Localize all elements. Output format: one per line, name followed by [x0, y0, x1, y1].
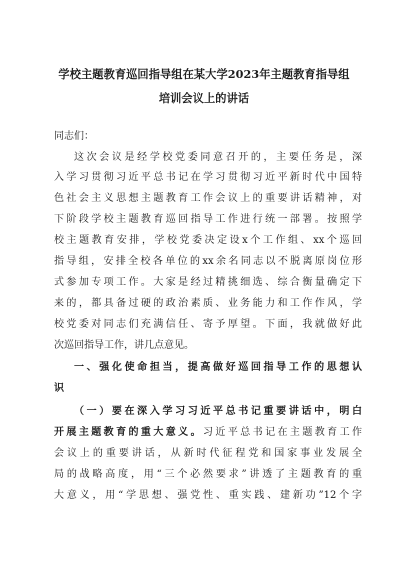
paragraph-1-line: 来的，都具备过硬的政治素质、业务能力和工作作风，学 [54, 298, 362, 309]
paragraph-1-line: 入学习贯彻习近平总书记在学习贯彻习近平新时代中国特 [54, 172, 362, 183]
paragraph-2-line: 会议上的重要讲话，从新时代征程党和国家事业发展全 [54, 448, 362, 459]
paragraph-1-line: 这次会议是经学校党委同意召开的，主要任务是，深 [74, 152, 362, 163]
paragraph-2-line: 大意义，用“学思想、强党性、重实践、建新功”12个字 [54, 490, 362, 501]
salutation: 同志们： [54, 131, 94, 142]
section-heading-1-cont: 识 [54, 383, 64, 394]
paragraph-1-line: 色社会主义思想主题教育工作会议上的重要讲话精神，对 [54, 193, 362, 204]
section-heading-1: 一、强化使命担当，提高做好巡回指导工作的思想认 [74, 362, 362, 373]
document-title-line-2: 培训会议上的讲话 [158, 91, 250, 105]
paragraph-1-line: 次巡回指导工作，讲几点意见。 [54, 340, 194, 351]
paragraph-1-line: 校主题教育安排，学校党委决定设x个工作组、xx个巡回 [54, 235, 362, 246]
paragraph-2-line: 局的战略高度，用“三个必然要求”讲透了主题教育的重 [54, 469, 362, 480]
paragraph-1-line: 校党委对同志们充满信任、寄予厚望。下面，我就做好此 [54, 319, 362, 330]
subsection-heading-1: （一）要在深入学习习近平总书记重要讲话中，明白 [74, 406, 362, 417]
paragraph-2-text: 习近平总书记在主题教育工作 [203, 427, 362, 438]
paragraph-2-line [54, 423, 362, 438]
paragraph-1-line: 式参加专项工作。大家是经过精挑细选、综合衡量确定下 [54, 277, 362, 288]
paragraph-1-line: 指导组，安排全校各单位的xx余名同志以不脱离原岗位形 [54, 256, 362, 267]
document-title-line-1: 学校主题教育巡回指导组在某大学2023年主题教育指导组 [58, 67, 350, 81]
subsection-heading-1-cont: 开展主题教育的重大意义。 [54, 427, 203, 438]
paragraph-1-line: 下阶段学校主题教育巡回指导工作进行统一部署。按照学 [54, 214, 362, 225]
